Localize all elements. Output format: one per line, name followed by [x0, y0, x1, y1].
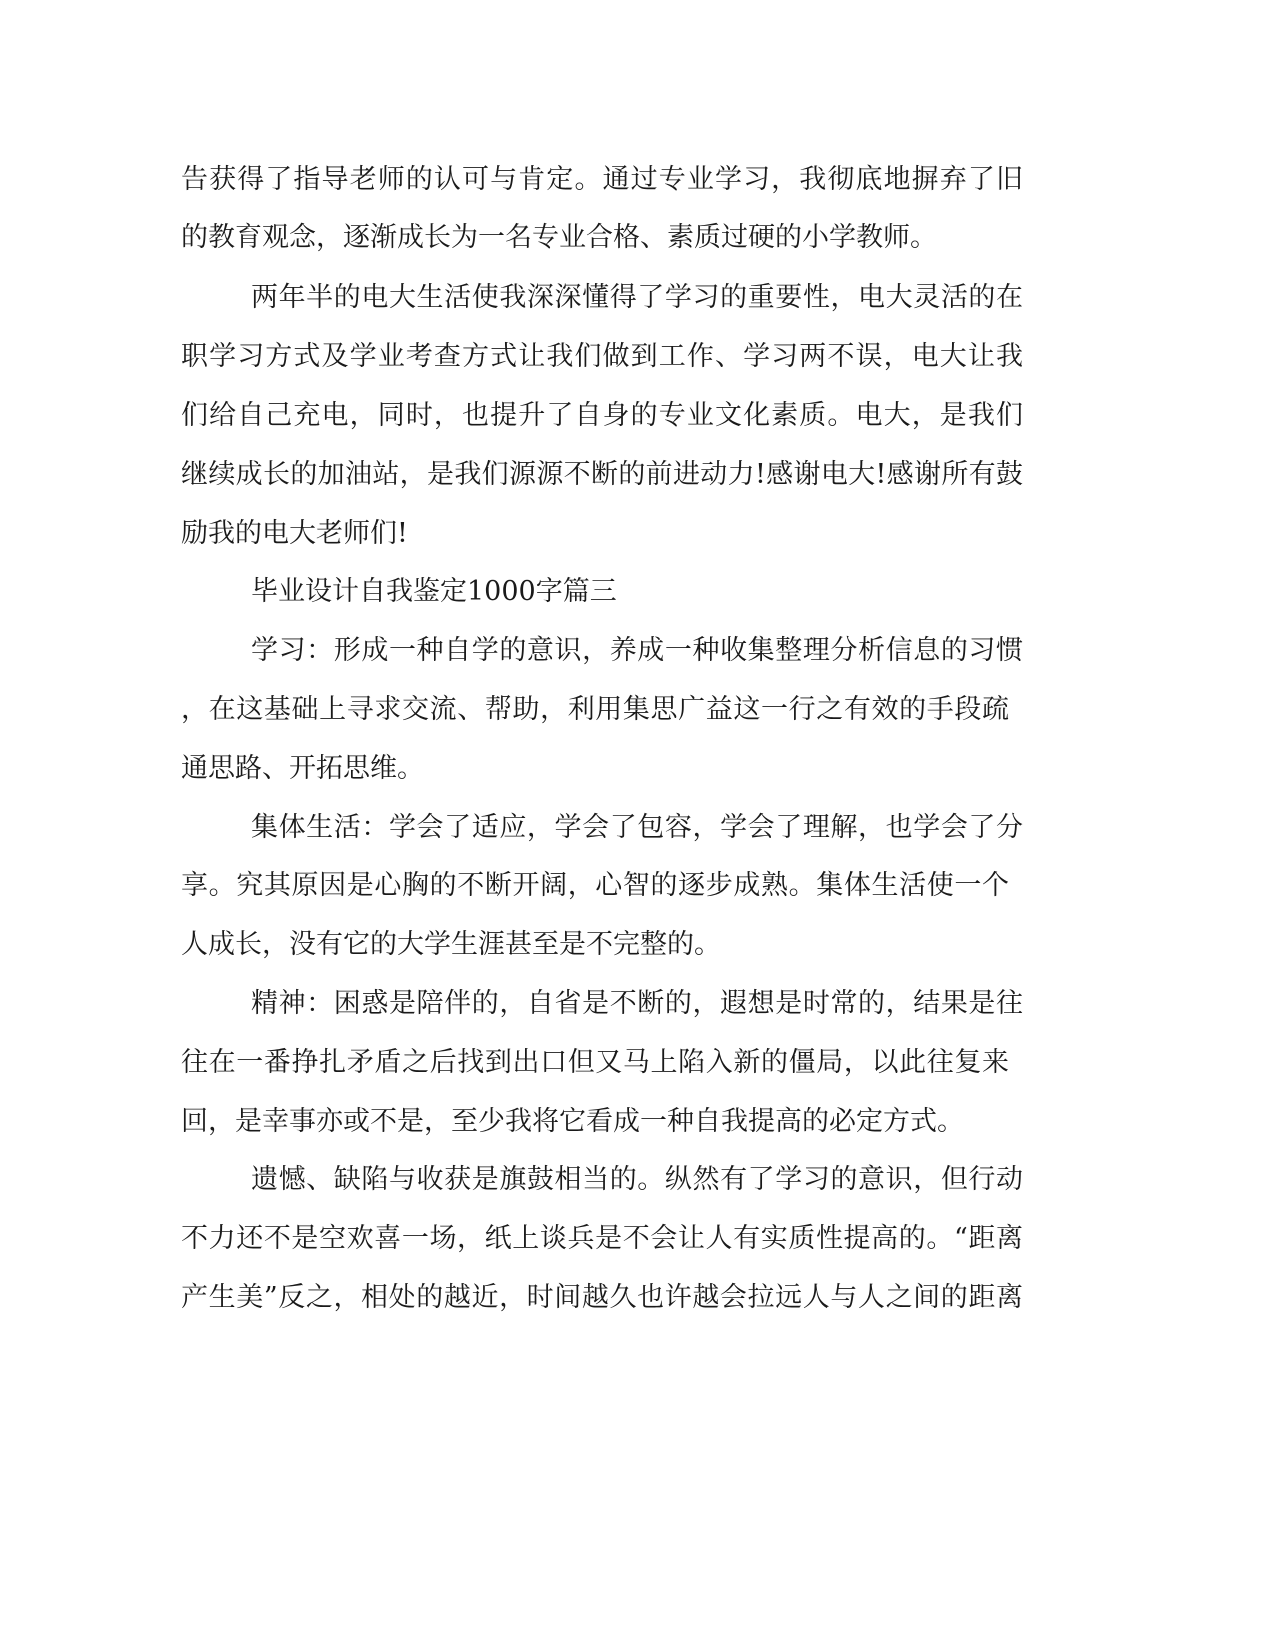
text-line-13: 享。究其原因是心胸的不断开阔，心智的逐步成熟。集体生活使一个	[181, 870, 1009, 901]
text-line-9: 学习：形成一种自学的意识，养成一种收集整理分析信息的习惯	[251, 635, 1023, 666]
text-line-4: 职学习方式及学业考查方式让我们做到工作、学习两不误，电大让我	[181, 341, 1023, 372]
text-line-10: ，在这基础上寻求交流、帮助，利用集思广益这一行之有效的手段疏	[181, 694, 1009, 725]
text-line-16: 往在一番挣扎矛盾之后找到出口但又马上陷入新的僵局，以此往复来	[181, 1047, 1009, 1078]
text-line-12: 集体生活：学会了适应，学会了包容，学会了理解，也学会了分	[251, 812, 1023, 843]
text-line-19: 不力还不是空欢喜一场，纸上谈兵是不会让人有实质性提高的。“距离	[181, 1223, 1023, 1254]
text-line-14: 人成长，没有它的大学生涯甚至是不完整的。	[181, 929, 721, 960]
text-line-3: 两年半的电大生活使我深深懂得了学习的重要性，电大灵活的在	[251, 282, 1023, 313]
text-line-15: 精神：困惑是陪伴的，自省是不断的，遐想是时常的，结果是往	[251, 988, 1023, 1019]
section-heading: 毕业设计自我鉴定1000字篇三	[251, 576, 617, 607]
text-line-5: 们给自己充电，同时，也提升了自身的专业文化素质。电大，是我们	[181, 400, 1023, 431]
text-line-17: 回，是幸事亦或不是，至少我将它看成一种自我提高的必定方式。	[181, 1106, 964, 1137]
text-line-2: 的教育观念，逐渐成长为一名专业合格、素质过硬的小学教师。	[181, 222, 937, 253]
text-line-1: 告获得了指导老师的认可与肯定。通过专业学习，我彻底地摒弃了旧	[181, 164, 1023, 195]
text-line-20: 产生美”反之，相处的越近，时间越久也许越会拉远人与人之间的距离	[181, 1282, 1023, 1313]
text-line-7: 励我的电大老师们!	[181, 518, 408, 549]
text-line-6: 继续成长的加油站，是我们源源不断的前进动力!感谢电大!感谢所有鼓	[181, 459, 1023, 490]
text-line-11: 通思路、开拓思维。	[181, 753, 424, 784]
text-line-18: 遗憾、缺陷与收获是旗鼓相当的。纵然有了学习的意识，但行动	[251, 1164, 1023, 1195]
